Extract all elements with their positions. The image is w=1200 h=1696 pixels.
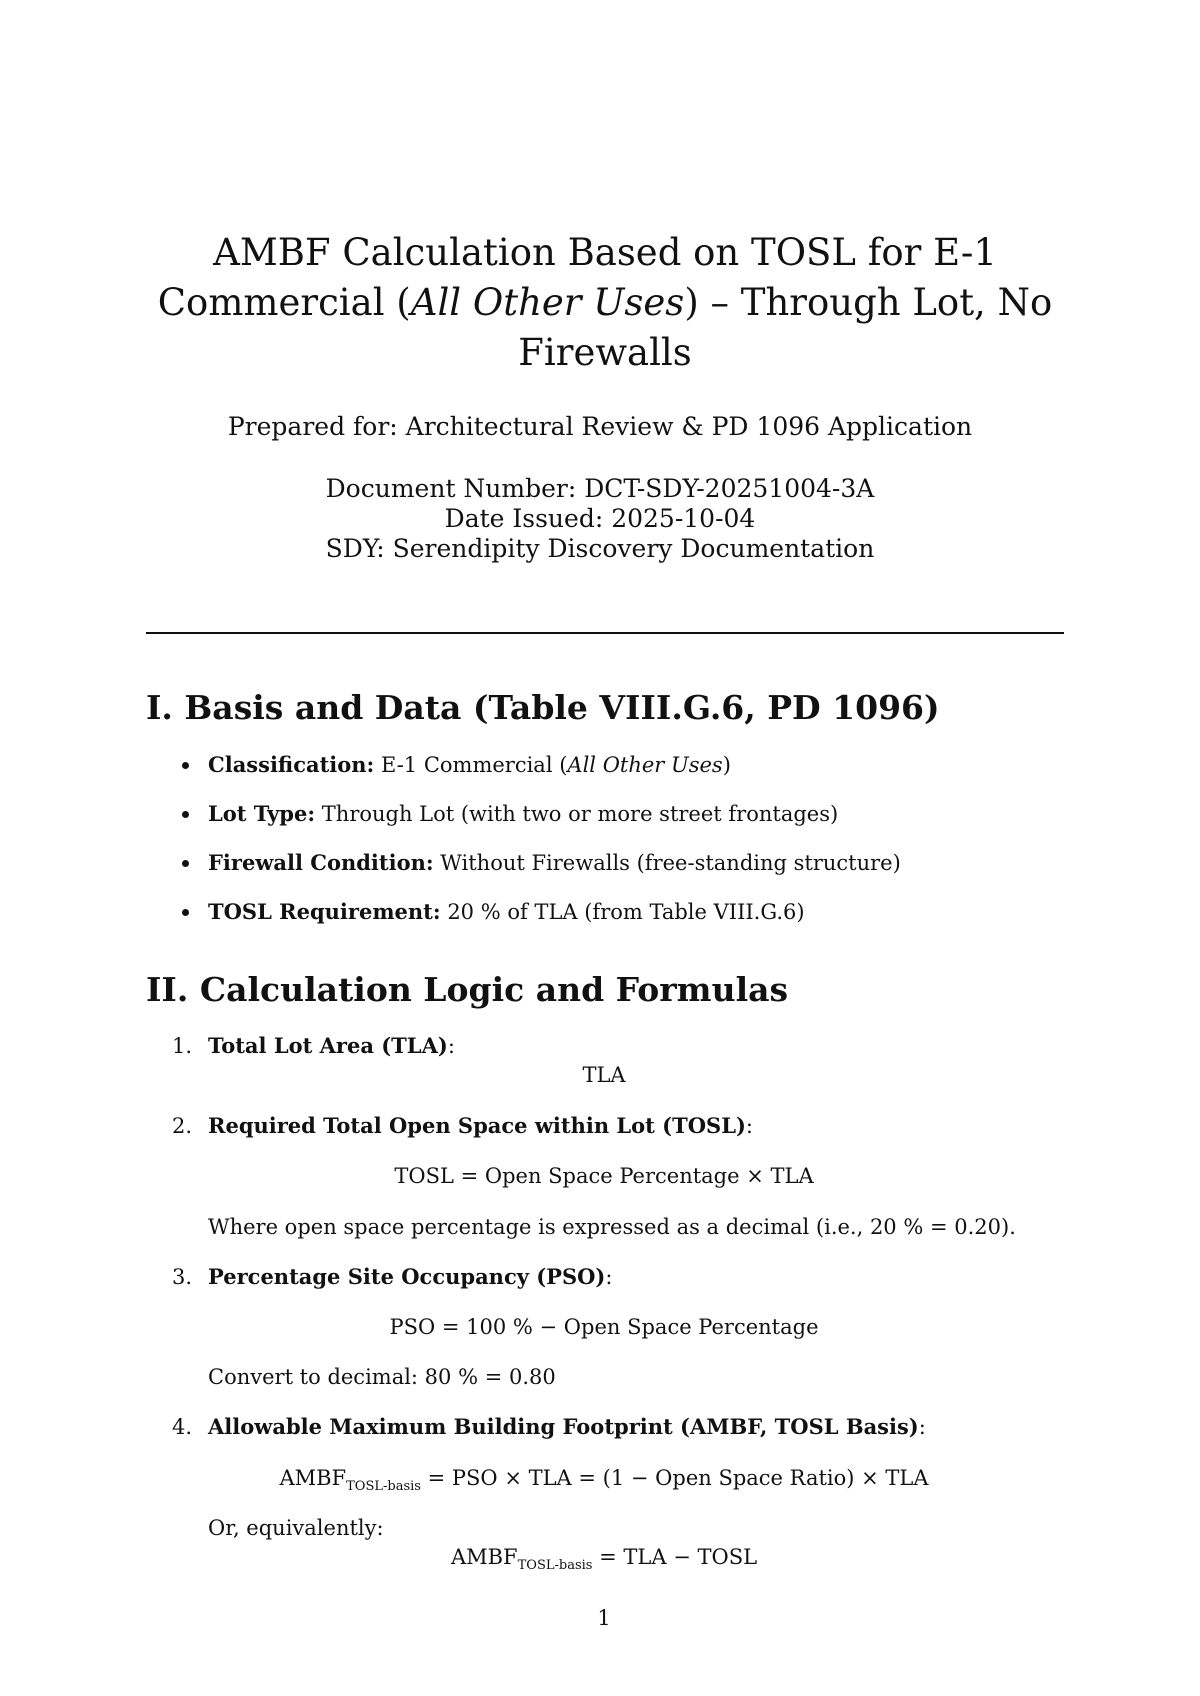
sdy-line: SDY: Serendipity Discovery Documentation bbox=[325, 534, 875, 563]
list-item: Classification: E-1 Commercial (All Other Uses) bbox=[178, 751, 901, 800]
step-4: 4. Allowable Maximum Building Footprint (AMBF, TOSL Basis): bbox=[172, 1414, 926, 1439]
list-item: Firewall Condition: Without Firewalls (free-standing structure) bbox=[178, 849, 901, 898]
equation-tosl: TOSL = Open Space Percentage × TLA bbox=[394, 1164, 814, 1188]
step-1: 1. Total Lot Area (TLA): bbox=[172, 1033, 455, 1058]
step-3: 3. Percentage Site Occupancy (PSO): bbox=[172, 1264, 613, 1289]
bullet-icon bbox=[182, 762, 189, 769]
section-2-heading: II. Calculation Logic and Formulas bbox=[146, 970, 789, 1009]
title-line-1: AMBF Calculation Based on TOSL for E-1 bbox=[213, 231, 997, 274]
document-number: Document Number: DCT-SDY-20251004-3A bbox=[325, 474, 875, 503]
page-number: 1 bbox=[597, 1606, 611, 1630]
equation-ambf-pso: $AMBF_{TOSL-basis}$ = PSO × TLA = (1 − Open Space Ratio) × TLA bbox=[279, 1466, 929, 1494]
note-convert-decimal: Convert to decimal: 80 % = 0.80 bbox=[208, 1365, 556, 1389]
bullet-icon bbox=[182, 909, 189, 916]
bullet-icon bbox=[182, 811, 189, 818]
document-meta bbox=[0, 474, 1200, 564]
list-item: Lot Type: Through Lot (with two or more street frontages) bbox=[178, 800, 901, 849]
note-equivalently: Or, equivalently: bbox=[208, 1516, 384, 1540]
equation-tla: TLA bbox=[582, 1063, 626, 1087]
title-line-2: Commercial (All Other Uses) – Through Lot, No bbox=[157, 281, 1053, 324]
date-issued: Date Issued: 2025-10-04 bbox=[444, 504, 756, 533]
prepared-for: Prepared for: Architectural Review & PD 1096 Application bbox=[227, 412, 973, 441]
equation-pso: PSO = 100 % − Open Space Percentage bbox=[389, 1315, 819, 1339]
title-line-3: Firewalls bbox=[518, 331, 692, 374]
step-2: 2. Required Total Open Space within Lot (TOSL): bbox=[172, 1113, 753, 1138]
document-title bbox=[150, 228, 1060, 378]
list-item: TOSL Requirement: 20 % of TLA (from Table VIII.G.6) bbox=[178, 898, 901, 947]
section-1-heading: I. Basis and Data (Table VIII.G.6, PD 1096) bbox=[146, 688, 940, 727]
basis-list bbox=[178, 751, 901, 947]
note-open-space: Where open space percentage is expressed as a decimal (i.e., 20 % = 0.20). bbox=[208, 1215, 1016, 1239]
horizontal-rule bbox=[146, 632, 1064, 634]
bullet-icon bbox=[182, 860, 189, 867]
equation-ambf-difference: $AMBF_{TOSL-basis}$ = TLA − TOSL bbox=[450, 1545, 758, 1573]
